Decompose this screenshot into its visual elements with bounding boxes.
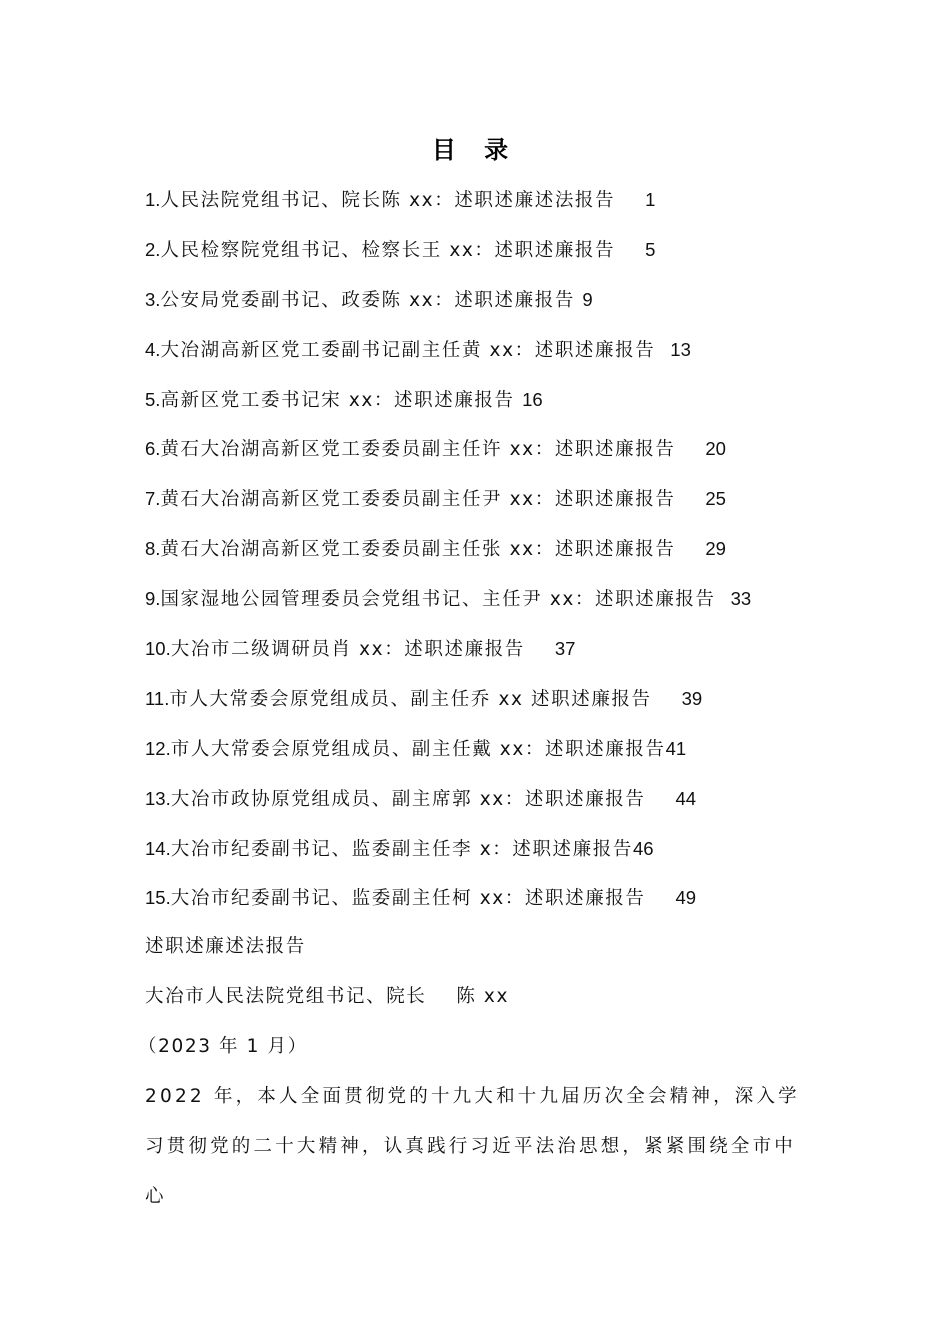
toc-item[interactable] <box>145 435 825 485</box>
toc-item[interactable] <box>145 535 825 585</box>
toc-item-page: 29 <box>705 538 726 560</box>
toc-item[interactable] <box>145 585 825 635</box>
toc-item-gap <box>675 439 705 460</box>
toc-item-number: 12. <box>145 737 171 759</box>
toc-item-page: 1 <box>645 189 656 210</box>
toc-item-gap <box>646 789 676 810</box>
toc-item-number: 15. <box>145 887 171 909</box>
toc-item-page: 20 <box>705 438 726 460</box>
toc-item[interactable] <box>145 485 825 535</box>
toc-item-page: 25 <box>705 488 726 510</box>
toc-item-text: 市人大常委会原党组成员、副主任戴 xx：述职述廉报告 <box>170 738 666 760</box>
toc-item[interactable] <box>145 884 825 934</box>
toc-item-text: 公安局党委副书记、政委陈 xx：述职述廉报告 <box>160 289 575 311</box>
toc-item-text: 人民检察院党组书记、检察长王 xx：述职述廉报告 <box>160 239 616 261</box>
toc-item-text: 国家湿地公园管理委员会党组书记、主任尹 xx：述职述廉报告 <box>160 589 716 611</box>
toc-item-text: 黄石大冶湖高新区党工委委员副主任张 xx：述职述廉报告 <box>160 539 676 561</box>
toc-item-gap <box>615 240 645 261</box>
toc-item-gap <box>652 689 682 710</box>
toc-item-gap <box>515 390 522 411</box>
toc-item-page: 9 <box>582 288 593 310</box>
toc-item[interactable] <box>145 386 825 436</box>
toc-item-number: 5. <box>145 388 161 410</box>
toc-item-number: 10. <box>145 638 171 660</box>
toc-item-page: 49 <box>675 887 697 909</box>
toc-item-page: 37 <box>554 638 576 660</box>
toc-item-gap <box>655 340 670 361</box>
toc-item[interactable] <box>145 286 825 336</box>
toc-item-text: 人民法院党组书记、院长陈 xx：述职述廉述法报告 <box>160 190 616 211</box>
toc-item[interactable] <box>145 236 825 286</box>
toc-item-page: 16 <box>522 388 543 410</box>
toc-item[interactable] <box>145 336 825 386</box>
toc-item-page: 44 <box>675 787 697 809</box>
toc-item-page: 33 <box>730 588 752 610</box>
report-paragraph: 2022 年，本人全面贯彻党的十九大和十九届历次全会精神，深入学习贯彻党的二十大精神，认真践行习近平法治思想，紧紧围绕全市中心 <box>145 1086 800 1207</box>
toc-item[interactable] <box>145 685 825 735</box>
toc-item-gap <box>525 639 555 660</box>
toc-item-page: 13 <box>670 338 691 360</box>
toc-item-page: 46 <box>632 837 654 859</box>
toc-item[interactable] <box>145 735 825 785</box>
toc-item-text: 大冶市纪委副书记、监委副主任李 x：述职述廉报告 <box>170 838 633 860</box>
toc-item-page: 41 <box>665 737 687 759</box>
toc-item-text: 高新区党工委书记宋 xx：述职述廉报告 <box>160 389 515 411</box>
toc-item-text: 大冶湖高新区党工委副书记副主任黄 xx：述职述廉报告 <box>160 339 656 361</box>
report-date: （2023 年 1 月） <box>138 1036 308 1057</box>
toc-item-number: 1. <box>145 189 161 210</box>
toc-item-text: 黄石大冶湖高新区党工委委员副主任许 xx：述职述廉报告 <box>160 439 676 461</box>
toc-item-text: 黄石大冶湖高新区党工委委员副主任尹 xx：述职述廉报告 <box>160 489 676 511</box>
toc-item-number: 8. <box>145 538 161 560</box>
toc-item-number: 9. <box>145 588 161 610</box>
toc-item-text: 大冶市二级调研员肖 xx：述职述廉报告 <box>170 639 525 661</box>
toc-item-number: 4. <box>145 338 161 360</box>
toc-item-gap <box>675 489 705 510</box>
toc-item[interactable] <box>145 785 825 835</box>
toc-item-gap <box>716 589 731 610</box>
toc-item[interactable] <box>145 186 825 236</box>
report-author: 大冶市人民法院党组书记、院长 陈 xx <box>145 986 510 1007</box>
table-of-contents <box>145 186 825 934</box>
toc-item[interactable] <box>145 835 825 885</box>
toc-item-number: 3. <box>145 288 161 310</box>
toc-item-text: 大冶市政协原党组成员、副主席郭 xx：述职述廉报告 <box>170 788 646 810</box>
toc-item-number: 6. <box>145 438 161 460</box>
toc-item-number: 7. <box>145 488 161 510</box>
toc-item-gap <box>615 190 645 211</box>
toc-item-number: 11. <box>145 687 170 709</box>
toc-item-gap <box>675 539 705 560</box>
toc-item-number: 14. <box>145 837 171 859</box>
toc-item-text: 市人大常委会原党组成员、副主任乔 xx 述职述廉报告 <box>169 688 652 710</box>
toc-title: 目 录 <box>431 136 519 164</box>
toc-item-gap <box>646 888 676 909</box>
report-heading: 述职述廉述法报告 <box>145 936 306 957</box>
toc-item-text: 大冶市纪委副书记、监委副主任柯 xx：述职述廉报告 <box>170 888 646 910</box>
toc-item-number: 2. <box>145 238 161 260</box>
toc-item-page: 5 <box>645 238 656 260</box>
toc-item-number: 13. <box>145 787 171 809</box>
toc-item-page: 39 <box>681 687 703 709</box>
toc-item[interactable] <box>145 635 825 685</box>
